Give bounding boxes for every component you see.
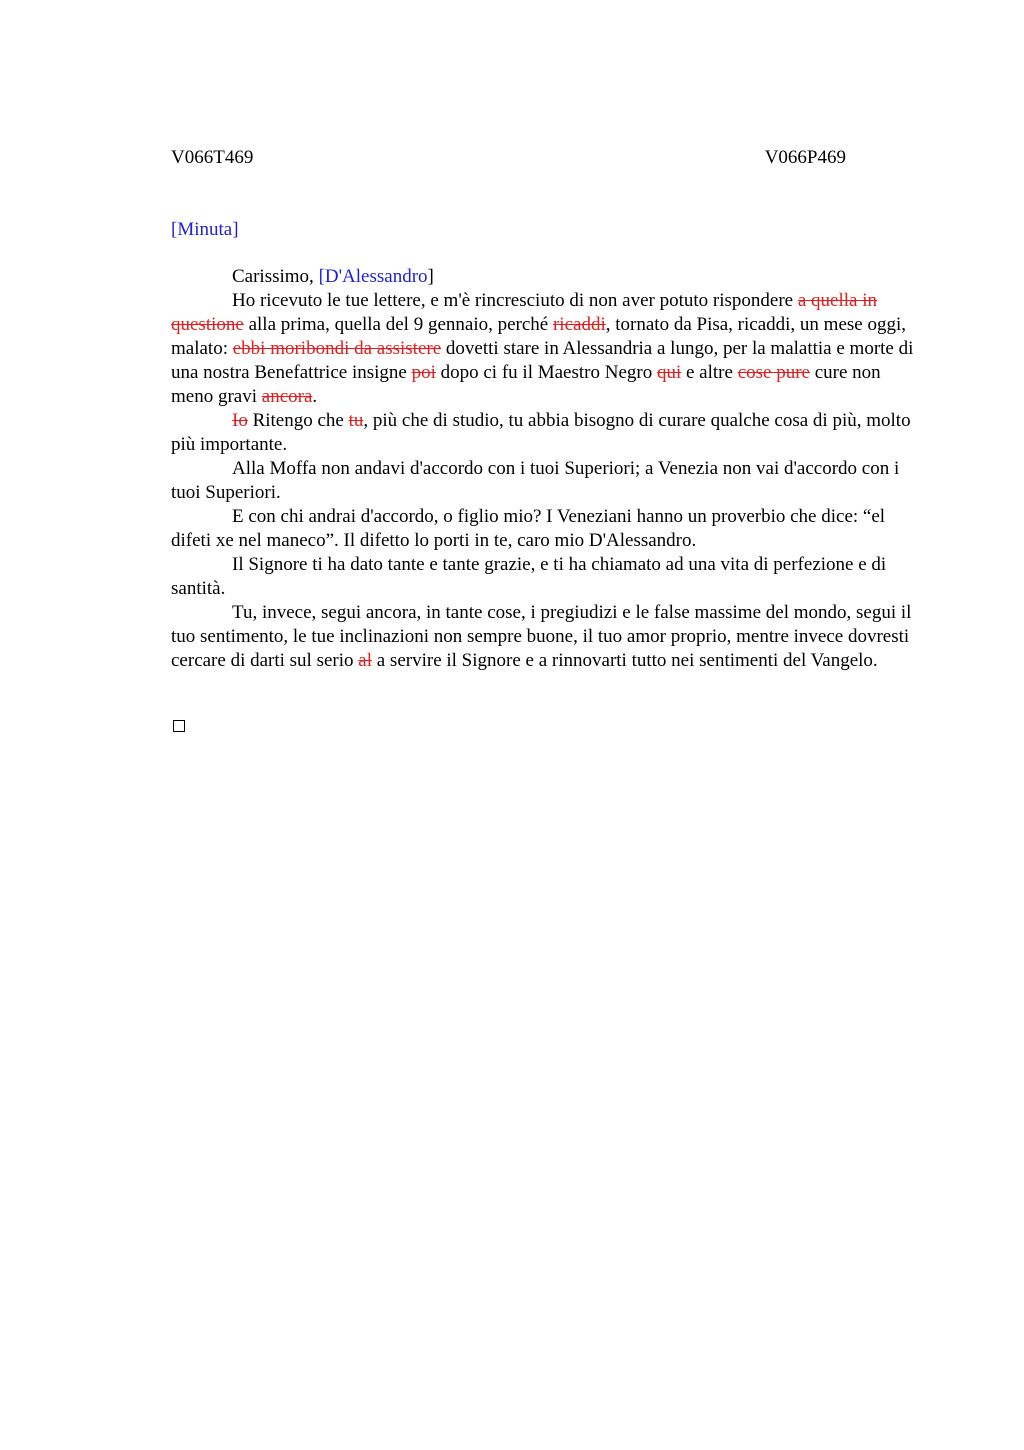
- text-run: dopo ci fu il Maestro Negro: [435, 362, 657, 383]
- letter-body: [171, 265, 927, 673]
- deleted-text: qui: [656, 362, 682, 383]
- text-run: a servire il Signore e a rinnovarti tutto nei sentimenti del Vangelo.: [372, 650, 878, 671]
- salutation-bracket: ]: [427, 266, 434, 287]
- paragraph-4: E con chi andrai d'accordo, o figlio mio? I Veneziani hanno un proverbio che dice: “el difeti xe nel maneco”. Il difetto lo porti in te, caro mio D'Alessandro.: [171, 506, 886, 551]
- paragraph-5: Il Signore ti ha dato tante e tante grazie, e ti ha chiamato ad una vita di perfezione e di santità.: [171, 554, 887, 599]
- deleted-text: cose pure: [737, 362, 810, 383]
- document-header: [171, 146, 846, 172]
- text-run: , più che di studio, tu abbia bisogno di curare qualche cosa di più, molto più importante.: [171, 410, 911, 455]
- salutation: [171, 265, 927, 289]
- deleted-text: Io: [232, 410, 248, 431]
- deleted-text: al: [358, 650, 372, 671]
- text-run: alla prima, quella del 9 gennaio, perché: [243, 314, 553, 335]
- paragraph-6: [171, 601, 927, 673]
- paragraph-3: Alla Moffa non andavi d'accordo con i tuoi Superiori; a Venezia non vai d'accordo con i tuoi Superiori.: [171, 458, 900, 503]
- volume-page-code: V066P469: [764, 147, 846, 168]
- text-run: Ritengo che: [247, 410, 349, 431]
- end-of-document-square-icon: [173, 720, 185, 732]
- deleted-text: ancora: [261, 386, 313, 407]
- deleted-text: ebbi moribondi da assistere: [232, 338, 442, 359]
- paragraph-1: [171, 289, 927, 409]
- text-run: , tornato da Pisa, ricaddi, un mese oggi, malato:: [171, 314, 906, 359]
- text-run: cure non meno gravi: [171, 362, 881, 407]
- text-run: e altre: [681, 362, 738, 383]
- text-run: .: [312, 386, 318, 407]
- paragraph-2: [171, 409, 927, 457]
- deleted-text: tu: [348, 410, 364, 431]
- text-run: Ho ricevuto le tue lettere, e m'è rincresciuto di non aver potuto rispondere: [232, 290, 798, 311]
- volume-text-code: V066T469: [171, 147, 254, 168]
- salutation-text: Carissimo,: [232, 266, 319, 287]
- deleted-text: ricaddi: [552, 314, 606, 335]
- deleted-text: poi: [411, 362, 436, 383]
- text-run: Tu, invece, segui ancora, in tante cose, i pregiudizi e le false massime del mondo, segui il tuo sentimento, le tue inclinazioni non sempre buone, il tuo amor proprio, mentre invece dovresti cercare di darti sul serio: [171, 602, 912, 671]
- text-run: dovetti stare in Alessandria a lungo, per la malattia e morte di una nostra Benefattrice insigne: [171, 338, 914, 383]
- minuta-label: [Minuta]: [171, 219, 239, 240]
- recipient-name: [D'Alessandro: [318, 266, 428, 287]
- deleted-text: a quella in questione: [171, 290, 877, 335]
